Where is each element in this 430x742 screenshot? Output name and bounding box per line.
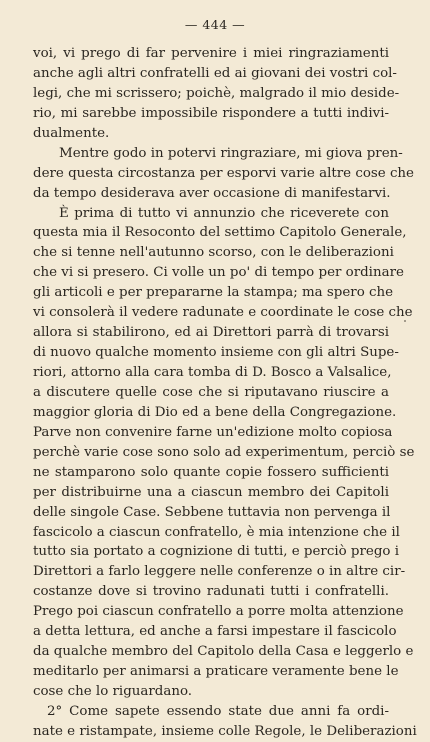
text-line: Mentre godo in potervi ringraziare, mi giova pren- — [59, 145, 403, 161]
text-line: questa mia il Resoconto del settimo Capitolo Generale, — [33, 225, 407, 241]
text-line: a detta lettura, ed anche a farsi impestare il fascicolo — [33, 624, 397, 640]
text-line: cose che lo riguardano. — [33, 684, 193, 699]
text-line: di nuovo qualche momento insieme con gli altri Supe- — [33, 345, 399, 361]
text-line: per distribuirne una a ciascun membro dei Capitoli — [33, 484, 389, 500]
text-line: nate e ristampate, insieme colle Regole, le Deliberazioni — [33, 723, 417, 739]
text-line: dere questa circostanza per esporvi varie altre cose che — [33, 165, 414, 181]
text-line: È prima di tutto vi annunzio che riceverete con — [59, 205, 389, 221]
page-number: — 444 — — [184, 17, 246, 32]
body-text — [33, 44, 417, 742]
text-line: Prego poi ciascun confratello a porre molta attenzione — [33, 604, 404, 620]
text-line: gli articoli e per prepararne la stampa; ma spero che — [33, 285, 394, 301]
text-line: perchè varie cose sono solo ad experimentum, perciò se — [33, 444, 415, 460]
text-line: che vi si presero. Ci volle un po' di tempo per ordinare — [33, 265, 404, 281]
text-line: da qualche membro del Capitolo della Casa e leggerlo e — [33, 644, 414, 660]
text-line: costanze dove si trovino radunati tutti i confratelli. — [33, 584, 389, 600]
text-line: delle singole Case. Sebbene tuttavia non pervenga il — [33, 504, 391, 520]
text-line: rio, mi sarebbe impossibile rispondere a tutti indivi- — [33, 105, 389, 121]
text-line: vi consolerà il vedere radunate e coordinate le cose che — [33, 305, 413, 321]
text-line: che si tenne nell'autunno scorso, con le deliberazioni — [33, 245, 394, 261]
text-line: allora si stabilirono, ed ai Direttori parrà di trovarsi — [33, 325, 389, 341]
text-line: Parve non convenire farne un'edizione molto copiosa — [33, 424, 393, 440]
text-line: maggior gloria di Dio ed a bene della Congregazione. — [33, 404, 397, 420]
text-line: Direttori a farlo leggere nelle conferenze o in altre cir- — [33, 564, 406, 580]
text-line: voi, vi prego di far pervenire i miei ringraziamenti — [33, 46, 389, 61]
text-line: da tempo desiderava aver occasione di manifestarvi. — [33, 185, 391, 201]
text-line: riori, attorno alla cara tomba di D. Bosco a Valsalice, — [33, 365, 392, 380]
text-line: meditarlo per animarsi a praticare veramente bene le — [33, 664, 399, 680]
paper-speck — [404, 320, 406, 322]
text-line: legi, che mi scrissero; poichè, malgrado il mio deside- — [33, 85, 400, 101]
text-line: fascicolo a ciascun confratello, è mia intenzione che il — [33, 524, 400, 540]
text-line: 2° Come sapete essendo state due anni fa ordi- — [47, 703, 389, 719]
text-line: tutto sia portato a cognizione di tutti, e perciò prego i — [33, 544, 399, 560]
text-line: ne stamparono solo quante copie fossero sufficienti — [33, 464, 389, 480]
text-line: anche agli altri confratelli ed ai giovani dei vostri col- — [33, 65, 397, 81]
text-line: dualmente. — [33, 125, 110, 141]
text-line: a discutere quelle cose che si riputavano riuscire a — [33, 384, 389, 400]
